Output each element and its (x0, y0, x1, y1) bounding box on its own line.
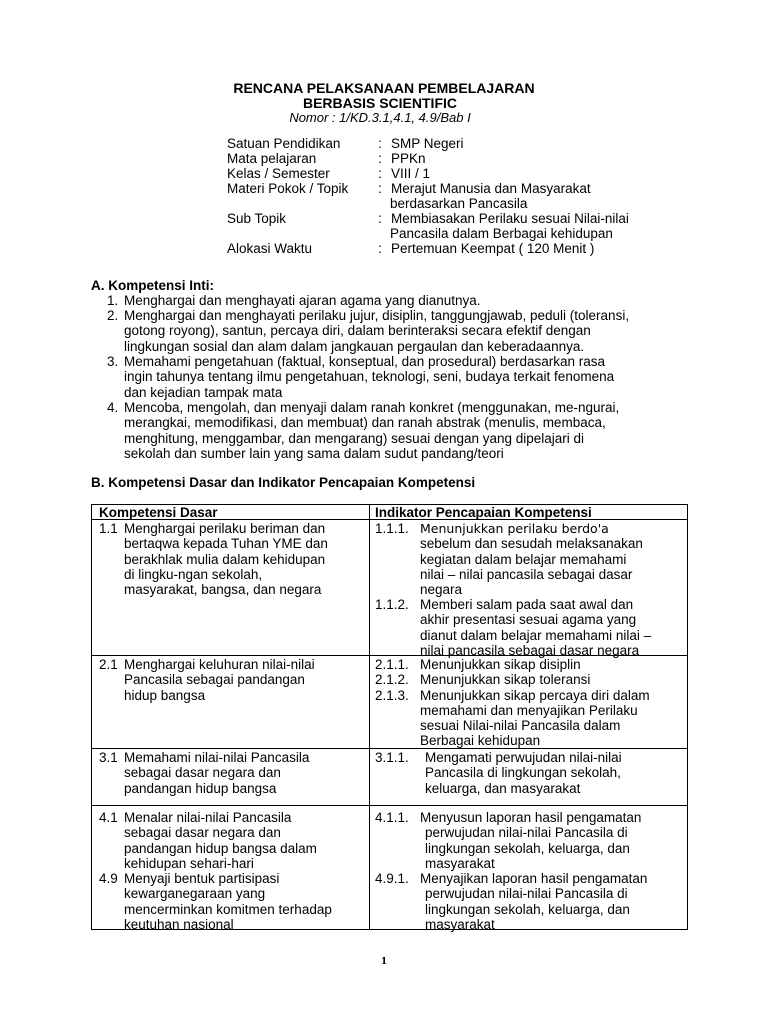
indicator-line: sebelum dan sesudah melaksanakan (420, 536, 643, 552)
column-header-indikator: Indikator Pencapaian Kompetensi (375, 505, 592, 520)
kd-line: Menghargai keluhuran nilai-nilai (124, 657, 315, 672)
list-number: 4. (107, 400, 119, 415)
kd-line: kewarganegaraan yang (124, 886, 266, 902)
list-line: dan kejadian tampak mata (124, 384, 283, 400)
identity-row (227, 241, 697, 256)
section-a-heading: A. Kompetensi Inti: (91, 278, 215, 293)
indicator-line: Menyajikan laporan hasil pengamatan (420, 871, 648, 886)
indicator-line: dianut dalam belajar memahami nilai – (420, 627, 652, 643)
row-divider (92, 805, 687, 806)
indicator-line: masyarakat (425, 855, 495, 871)
indicator-line: Pancasila di lingkungan sekolah, (425, 765, 621, 781)
kd-line: Menyaji bentuk partisipasi (124, 871, 280, 886)
document-number: Nomor : 1/KD.3.1,4.1, 4.9/Bab I (289, 110, 471, 125)
identity-colon: : (378, 211, 382, 226)
identity-value: VIII / 1 (391, 166, 431, 181)
list-line: ingin tahunya tentang ilmu pengetahuan, teknologi, seni, budaya terkait fenomena (124, 369, 615, 385)
indicator-line: nilai pancasila sebagai dasar negara (420, 642, 640, 658)
identity-label: Mata pelajaran (227, 151, 317, 166)
identity-row (227, 151, 697, 166)
identity-value: Merajut Manusia dan Masyarakat (391, 181, 591, 196)
indicator-number: 2.1.3. (375, 687, 409, 703)
kd-line: di lingku-ngan sekolah, (124, 566, 263, 582)
indicator-number: 1.1.2. (375, 597, 409, 612)
identity-row (227, 136, 697, 151)
indicator-number: 3.1.1. (375, 750, 409, 765)
indicator-line: nilai – nilai pancasila sebagai dasar (420, 566, 633, 582)
kd-number: 3.1 (99, 750, 118, 765)
list-number: 2. (107, 308, 119, 323)
kd-number: 4.9 (99, 871, 118, 886)
indicator-line: Berbagai kehidupan (420, 733, 541, 749)
indicator-line: kegiatan dalam belajar memahami (420, 551, 627, 567)
list-line: lingkungan sosial dan alam dalam jangkauan pergaulan dan keberadaannya. (124, 338, 585, 354)
identity-value: Membiasakan Perilaku sesuai Nilai-nilai (391, 211, 629, 226)
indicator-line: perwujudan nilai-nilai Pancasila di (425, 825, 628, 841)
identity-colon: : (378, 181, 382, 196)
indicator-line: sesuai Nilai-nilai Pancasila dalam (420, 718, 621, 734)
list-line: Mencoba, mengolah, dan menyaji dalam ranah konkret (menggunakan, me-ngurai, (124, 400, 620, 415)
kd-line: Menghargai perilaku beriman dan (124, 521, 326, 536)
list-line: gotong royong), santun, percaya diri, dalam berinteraksi secara efektif dengan (124, 323, 591, 339)
indicator-number: 1.1.1. (375, 521, 409, 536)
indicator-number: 4.9.1. (375, 871, 409, 886)
identity-value: Pertemuan Keempat ( 120 Menit ) (391, 241, 595, 256)
list-line: Menghargai dan menghayati perilaku jujur, disiplin, tanggungjawab, peduli (toleransi, (124, 308, 630, 323)
kd-line: kehidupan sehari-hari (124, 855, 254, 871)
indicator-number: 4.1.1. (375, 810, 409, 825)
list-line: Memahami pengetahuan (faktual, konseptual, dan prosedural) berdasarkan rasa (124, 354, 606, 369)
indicator-line: lingkungan sekolah, keluarga, dan (425, 840, 630, 856)
identity-value: SMP Negeri (391, 136, 464, 151)
identity-label: Materi Pokok / Topik (227, 181, 349, 196)
indicator-line: Menyusun laporan hasil pengamatan (420, 810, 642, 825)
indicator-number: 2.1.1. (375, 657, 409, 672)
kd-line: pandangan hidup bangsa dalam (124, 840, 317, 856)
kd-line: bertaqwa kepada Tuhan YME dan (124, 536, 328, 552)
page-number: 1 (380, 957, 388, 967)
indicator-line: Memberi salam pada saat awal dan (420, 597, 634, 612)
indicator-number: 2.1.2. (375, 672, 409, 688)
list-line: menghitung, menggambar, dan mengarang) sesuai dengan yang dipelajari di (124, 430, 585, 446)
kd-number: 4.1 (99, 810, 118, 825)
row-divider (92, 748, 687, 749)
list-line: sekolah dan sumber lain yang sama dalam sudut pandang/teori (124, 445, 504, 461)
indicator-line: Menunjukkan perilaku berdo'a (420, 521, 609, 536)
indicator-line: akhir presentasi sesuai agama yang (420, 612, 637, 628)
identity-row (227, 181, 697, 211)
indicator-line: Mengamati perwujudan nilai-nilai (425, 750, 622, 765)
kd-line: pandangan hidup bangsa (124, 780, 277, 796)
indicator-line: Menunjukkan sikap toleransi (420, 672, 591, 688)
document-subtitle: BERBASIS SCIENTIFIC (302, 95, 457, 111)
identity-colon: : (378, 151, 382, 166)
identity-row (227, 211, 697, 241)
indicator-line: negara (420, 582, 463, 598)
identity-colon: : (378, 241, 382, 256)
kd-line: hidup bangsa (124, 687, 206, 703)
kd-line: Pancasila sebagai pandangan (124, 672, 305, 688)
identity-colon: : (378, 136, 382, 151)
identity-row (227, 166, 697, 181)
kd-line: Menalar nilai-nilai Pancasila (124, 810, 292, 825)
identity-value-continued: Pancasila dalam Berbagai kehidupan (390, 226, 613, 241)
indicator-line: perwujudan nilai-nilai Pancasila di (425, 886, 628, 902)
column-divider (369, 505, 370, 929)
kd-line: Memahami nilai-nilai Pancasila (124, 750, 310, 765)
indicator-line: lingkungan sekolah, keluarga, dan (425, 901, 630, 917)
identity-label: Kelas / Semester (227, 166, 330, 181)
identity-value: PPKn (391, 151, 426, 166)
indicator-line: Menunjukkan sikap percaya diri dalam (420, 687, 650, 703)
kd-line: mencerminkan komitmen terhadap (124, 901, 332, 917)
indicator-line: masyarakat (425, 916, 495, 932)
competency-table (91, 504, 688, 930)
document-title: RENCANA PELAKSANAAN PEMBELAJARAN (233, 80, 535, 96)
list-number: 1. (107, 293, 119, 308)
kd-line: keutuhan nasional (124, 916, 234, 932)
list-number: 3. (107, 354, 119, 369)
list-line: merangkai, memodifikasi, dan membuat) dan ranah abstrak (menulis, membaca, (124, 415, 606, 431)
identity-label: Sub Topik (227, 211, 287, 226)
indicator-line: Menunjukkan sikap disiplin (420, 657, 581, 672)
indicator-line: keluarga, dan masyarakat (425, 780, 581, 796)
identity-label: Satuan Pendidikan (227, 136, 341, 151)
indicator-line: memahami dan menyajikan Perilaku (420, 702, 638, 718)
kd-line: berakhlak mulia dalam kehidupan (124, 551, 326, 567)
kd-line: sebagai dasar negara dan (124, 825, 281, 841)
identity-label: Alokasi Waktu (227, 241, 313, 256)
column-header-kompetensi-dasar: Kompetensi Dasar (99, 505, 218, 520)
kd-line: sebagai dasar negara dan (124, 765, 281, 781)
identity-value-continued: berdasarkan Pancasila (390, 196, 528, 211)
section-b-heading: B. Kompetensi Dasar dan Indikator Pencapaian Kompetensi (91, 475, 476, 490)
list-line: Menghargai dan menghayati ajaran agama yang dianutnya. (124, 293, 481, 308)
kd-number: 1.1 (99, 521, 118, 536)
identity-colon: : (378, 166, 382, 181)
kd-number: 2.1 (99, 657, 118, 672)
kd-line: masyarakat, bangsa, dan negara (124, 582, 322, 598)
